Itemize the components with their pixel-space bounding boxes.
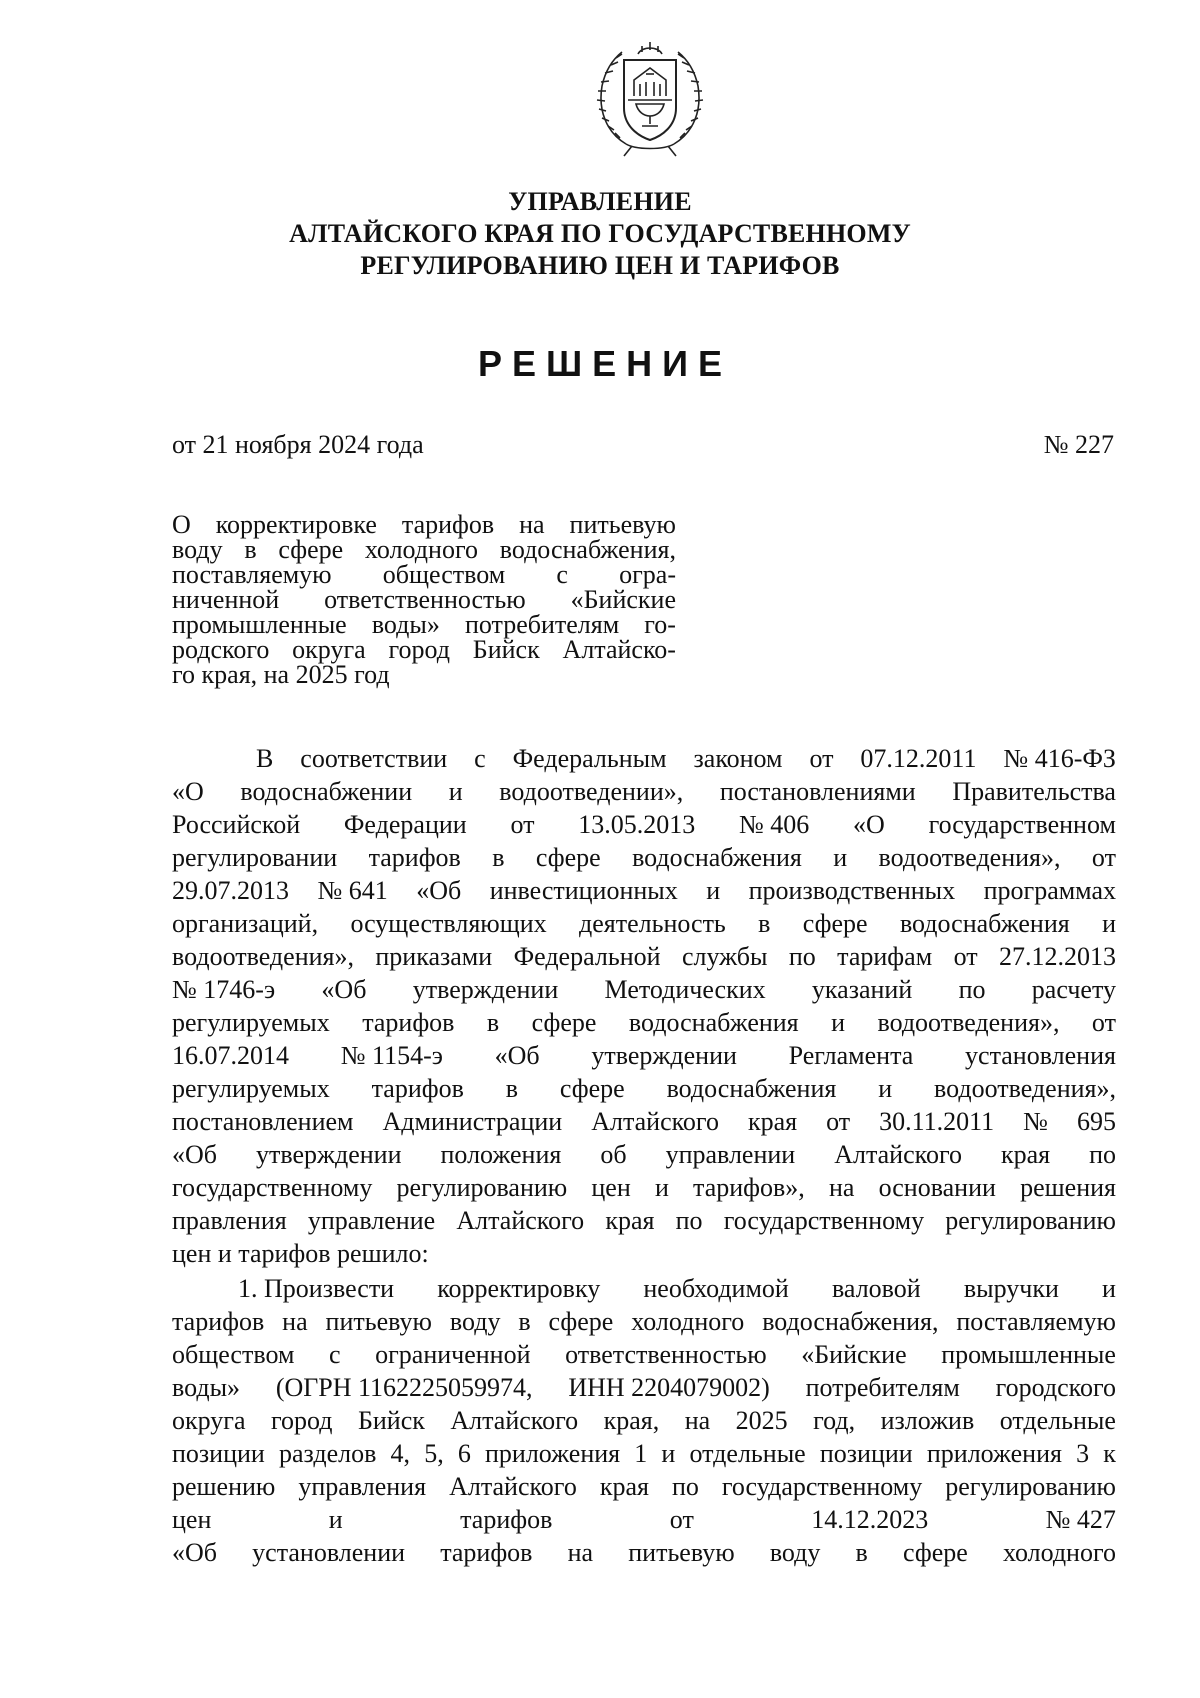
- word: сфере: [531, 1008, 597, 1037]
- word: город: [270, 1406, 333, 1435]
- word: поставляемую: [172, 560, 332, 589]
- word: решению: [172, 1472, 276, 1501]
- word: и: [878, 1074, 893, 1103]
- word: «Об: [172, 1140, 218, 1169]
- word: Алтайско-: [562, 635, 676, 664]
- word: изложив: [880, 1406, 975, 1435]
- word: приказами: [375, 942, 493, 971]
- word: огра-: [619, 560, 676, 589]
- word: сфере: [559, 1074, 625, 1103]
- word: установлении: [252, 1538, 406, 1567]
- word: и: [654, 1173, 669, 1202]
- word: по: [1089, 1140, 1116, 1169]
- text-line: [172, 1109, 1116, 1135]
- document-number: № 227: [1043, 430, 1114, 459]
- text-line: [172, 1010, 1116, 1036]
- word: 30.11.2011: [879, 1107, 995, 1136]
- word: и: [1102, 1274, 1116, 1303]
- word: воду: [769, 1538, 821, 1567]
- word: по: [675, 1206, 703, 1235]
- word: приложения: [926, 1439, 1062, 1468]
- word: на: [567, 1538, 594, 1567]
- word: № 1746-э: [172, 975, 276, 1004]
- word: Администрации: [382, 1107, 563, 1136]
- text-line: [172, 560, 676, 589]
- text-line: [172, 878, 1116, 904]
- word: Алтайского: [591, 1107, 719, 1136]
- word: на: [828, 1173, 855, 1202]
- text-line: [172, 1175, 1116, 1201]
- word: 6: [457, 1439, 471, 1468]
- word: (ОГРН 1162225059974,: [275, 1373, 533, 1402]
- word: положения: [440, 1140, 562, 1169]
- word: цен и тарифов решило:: [172, 1239, 429, 1268]
- word: края: [747, 1107, 798, 1136]
- word: деятельность: [579, 909, 726, 938]
- word: корректировку: [437, 1274, 601, 1303]
- word: сфере: [802, 909, 868, 938]
- word: ограниченной: [375, 1340, 531, 1369]
- word: округа: [292, 635, 366, 664]
- word: тарифов: [368, 843, 461, 872]
- word: от: [1091, 1008, 1116, 1037]
- word: тарифам: [837, 942, 933, 971]
- word: разделов: [279, 1439, 377, 1468]
- word: от: [1091, 843, 1116, 872]
- word: правления: [172, 1206, 287, 1235]
- word: и: [661, 1439, 676, 1468]
- word: регулируемых: [172, 1074, 330, 1103]
- word: № 641: [317, 876, 388, 905]
- text-line: [172, 779, 1116, 805]
- word: водоснабжения: [632, 843, 802, 872]
- text-line: [172, 660, 676, 689]
- word: сфере: [548, 1307, 614, 1336]
- word: государственному: [172, 1173, 373, 1202]
- word: сфере: [902, 1538, 968, 1567]
- word: ИНН 2204079002): [568, 1373, 770, 1402]
- word: по: [958, 975, 986, 1004]
- word: год,: [813, 1406, 856, 1435]
- word: и: [706, 876, 721, 905]
- word: Методических: [604, 975, 766, 1004]
- word: О: [172, 510, 191, 539]
- word: инвестиционных: [489, 876, 678, 905]
- text-line: [172, 635, 676, 664]
- word: утверждении: [591, 1041, 737, 1070]
- word: водоснабжения: [899, 909, 1070, 938]
- word: отдельные: [689, 1439, 806, 1468]
- word: производственных: [748, 876, 956, 905]
- text-line: [172, 610, 676, 639]
- text-line: [172, 585, 676, 614]
- text-line: [172, 1507, 1116, 1533]
- word: регулировании: [172, 843, 338, 872]
- text-line: [172, 812, 1116, 838]
- text-line: [172, 1540, 1116, 1566]
- preamble-paragraph: [172, 746, 1116, 1274]
- word: «Об: [416, 876, 462, 905]
- word: 1: [634, 1439, 648, 1468]
- word: го края, на 2025 год: [172, 660, 390, 689]
- document-subject: [172, 510, 676, 689]
- word: водоотведения»,: [172, 942, 354, 971]
- word: ниченной: [172, 585, 280, 614]
- word: воду: [172, 535, 223, 564]
- word: на: [519, 510, 545, 539]
- word: «О: [172, 777, 204, 806]
- word: законом: [693, 744, 783, 773]
- word: отдельные: [999, 1406, 1116, 1435]
- word: Федеральным: [512, 744, 667, 773]
- text-line: [172, 1441, 1116, 1467]
- word: питьевую: [569, 510, 676, 539]
- word: корректировке: [215, 510, 377, 539]
- word: позиции: [819, 1439, 913, 1468]
- word: государственном: [928, 810, 1116, 839]
- word: 07.12.2011: [860, 744, 977, 773]
- word: приложения: [485, 1439, 621, 1468]
- text-line: [172, 535, 676, 564]
- word: по: [788, 942, 816, 971]
- word: город: [388, 635, 450, 664]
- text-line: [172, 1142, 1116, 1168]
- word: регулируемых: [172, 1008, 330, 1037]
- word: позиции: [172, 1439, 265, 1468]
- word: и: [448, 777, 463, 806]
- word: цен: [172, 1505, 212, 1534]
- word: сфере: [535, 843, 601, 872]
- word: управление: [307, 1206, 436, 1235]
- word: регулированию: [945, 1472, 1116, 1501]
- word: основании: [878, 1173, 996, 1202]
- word: промышленные: [172, 610, 347, 639]
- word: от: [669, 1505, 694, 1534]
- word: родского: [172, 635, 270, 664]
- word: постановлениями: [719, 777, 916, 806]
- text-line: [172, 1375, 1116, 1401]
- word: холодного: [1002, 1538, 1116, 1567]
- word: воду: [449, 1307, 501, 1336]
- word: программах: [983, 876, 1116, 905]
- word: в: [518, 1307, 531, 1336]
- text-line: [172, 1309, 1116, 1335]
- word: обществом: [382, 560, 506, 589]
- word: «Бийские: [801, 1340, 907, 1369]
- word: тарифов: [440, 1538, 533, 1567]
- word: в: [492, 843, 505, 872]
- word: водоотведения»,: [877, 1008, 1060, 1037]
- word: в: [505, 1074, 519, 1103]
- word: обществом: [172, 1340, 295, 1369]
- word: воды»: [172, 1373, 241, 1402]
- word: го-: [644, 610, 676, 639]
- word: Правительства: [952, 777, 1116, 806]
- word: тарифов: [371, 1074, 464, 1103]
- word: на: [282, 1307, 308, 1336]
- word: ответственностью: [565, 1340, 767, 1369]
- word: и: [1102, 909, 1116, 938]
- text-line: [172, 1043, 1116, 1069]
- word: цен: [591, 1173, 631, 1202]
- word: в: [855, 1538, 868, 1567]
- document-date: от 21 ноября 2024 года: [172, 430, 424, 459]
- word: с: [474, 744, 486, 773]
- word: с: [556, 560, 568, 589]
- word: 3: [1076, 1439, 1090, 1468]
- altai-krai-coat-of-arms-icon: [592, 40, 708, 158]
- word: потребителям: [805, 1373, 960, 1402]
- text-line: [172, 1342, 1116, 1368]
- word: решения: [1020, 1173, 1116, 1202]
- word: воды»: [371, 610, 440, 639]
- word: 4,: [390, 1439, 411, 1468]
- word: государственному: [721, 1472, 923, 1501]
- word: тарифов: [401, 510, 495, 539]
- text-line: [172, 1076, 1116, 1102]
- word: Бийск: [472, 635, 540, 664]
- word: питьевую: [325, 1307, 432, 1336]
- word: поставляемую: [956, 1307, 1116, 1336]
- word: постановлением: [172, 1107, 354, 1136]
- word: в: [758, 909, 771, 938]
- word: Регламента: [788, 1041, 914, 1070]
- text-line: [172, 1276, 1116, 1302]
- text-line: [172, 1208, 1116, 1234]
- word: 27.12.2013: [999, 942, 1116, 971]
- text-line: [172, 911, 1116, 937]
- word: необходимой: [643, 1274, 789, 1303]
- word: от: [826, 1107, 851, 1136]
- word: с: [328, 1340, 341, 1369]
- word: водоснабжения,: [762, 1307, 939, 1336]
- word: края: [605, 1206, 655, 1235]
- word: 14.12.2023: [811, 1505, 929, 1534]
- word: государственному: [723, 1206, 925, 1235]
- word: № 406: [738, 810, 810, 839]
- word: №: [1023, 1107, 1048, 1136]
- word: «Об: [172, 1538, 218, 1567]
- word: от: [510, 810, 535, 839]
- word: 5,: [424, 1439, 444, 1468]
- text-line: [172, 1241, 1116, 1267]
- word: сфере: [278, 535, 344, 564]
- word: «Об: [494, 1041, 540, 1070]
- word: Российской: [172, 810, 301, 839]
- word: водоотведении»,: [499, 777, 684, 806]
- word: № 427: [1045, 1505, 1116, 1534]
- word: тарифов: [362, 1008, 455, 1037]
- word: регулированию: [945, 1206, 1116, 1235]
- word: утверждении: [256, 1140, 402, 1169]
- word: осуществляющих: [350, 909, 547, 938]
- word: 16.07.2014: [172, 1041, 289, 1070]
- authority-name-line-2: АЛТАЙСКОГО КРАЯ ПО ГОСУДАРСТВЕННОМУ: [289, 219, 911, 248]
- word: выручки: [963, 1274, 1059, 1303]
- word: управления: [298, 1472, 427, 1501]
- word: холодного: [631, 1307, 745, 1336]
- word: управлении: [665, 1140, 796, 1169]
- word: службы: [681, 942, 768, 971]
- word: промышленные: [941, 1340, 1116, 1369]
- word: водоотведения»,: [934, 1074, 1116, 1103]
- word: питьевую: [628, 1538, 735, 1567]
- clause-1-paragraph: [172, 1276, 1116, 1573]
- word: края: [599, 1472, 649, 1501]
- text-line: [172, 1408, 1116, 1434]
- word: водоснабжении: [240, 777, 413, 806]
- word: 1. Произвести: [238, 1274, 395, 1303]
- word: Алтайского: [456, 1206, 585, 1235]
- word: 29.07.2013: [172, 876, 289, 905]
- word: организаций,: [172, 909, 319, 938]
- word: Алтайского: [449, 1472, 577, 1501]
- word: и: [328, 1505, 343, 1534]
- word: утверждении: [412, 975, 559, 1004]
- word: тарифов: [460, 1505, 553, 1534]
- text-line: [172, 746, 1116, 772]
- word: потребителям: [464, 610, 620, 639]
- word: 695: [1076, 1107, 1116, 1136]
- word: В: [256, 744, 274, 773]
- word: № 416-ФЗ: [1003, 744, 1116, 773]
- word: об: [600, 1140, 627, 1169]
- word: ответственностью: [324, 585, 526, 614]
- word: соответствии: [300, 744, 448, 773]
- text-line: [172, 845, 1116, 871]
- word: водоснабжения,: [499, 535, 676, 564]
- word: 13.05.2013: [578, 810, 696, 839]
- word: валовой: [832, 1274, 921, 1303]
- word: 2025: [735, 1406, 788, 1435]
- word: края: [1000, 1140, 1051, 1169]
- word: регулированию: [396, 1173, 568, 1202]
- word: по: [671, 1472, 699, 1501]
- authority-name-line-1: УПРАВЛЕНИЕ: [508, 187, 692, 216]
- text-line: [172, 1474, 1116, 1500]
- word: к: [1103, 1439, 1116, 1468]
- document-type-title: РЕШЕНИЕ: [477, 343, 733, 384]
- word: и: [831, 1008, 846, 1037]
- word: № 1154-э: [340, 1041, 443, 1070]
- word: Алтайского: [834, 1140, 962, 1169]
- word: на: [684, 1406, 711, 1435]
- word: городского: [995, 1373, 1116, 1402]
- word: указаний: [811, 975, 913, 1004]
- word: округа: [172, 1406, 246, 1435]
- authority-name-line-3: РЕГУЛИРОВАНИЮ ЦЕН И ТАРИФОВ: [360, 251, 840, 280]
- text-line: [172, 944, 1116, 970]
- word: «Бийские: [570, 585, 676, 614]
- word: в: [486, 1008, 500, 1037]
- word: водоснабжения: [628, 1008, 799, 1037]
- word: Алтайского: [450, 1406, 579, 1435]
- word: от: [953, 942, 978, 971]
- word: «Об: [321, 975, 367, 1004]
- word: Федерации: [343, 810, 467, 839]
- text-line: [172, 510, 676, 539]
- word: водоотведения»,: [878, 843, 1061, 872]
- word: установления: [965, 1041, 1116, 1070]
- word: от: [809, 744, 834, 773]
- word: и: [833, 843, 848, 872]
- word: тарифов: [172, 1307, 265, 1336]
- word: края,: [603, 1406, 660, 1435]
- word: в: [244, 535, 257, 564]
- word: холодного: [364, 535, 478, 564]
- word: Федеральной: [513, 942, 661, 971]
- word: «О: [853, 810, 885, 839]
- text-line: [172, 977, 1116, 1003]
- word: расчету: [1031, 975, 1116, 1004]
- word: водоснабжения: [666, 1074, 837, 1103]
- word: тарифов»,: [693, 1173, 805, 1202]
- word: Бийск: [357, 1406, 425, 1435]
